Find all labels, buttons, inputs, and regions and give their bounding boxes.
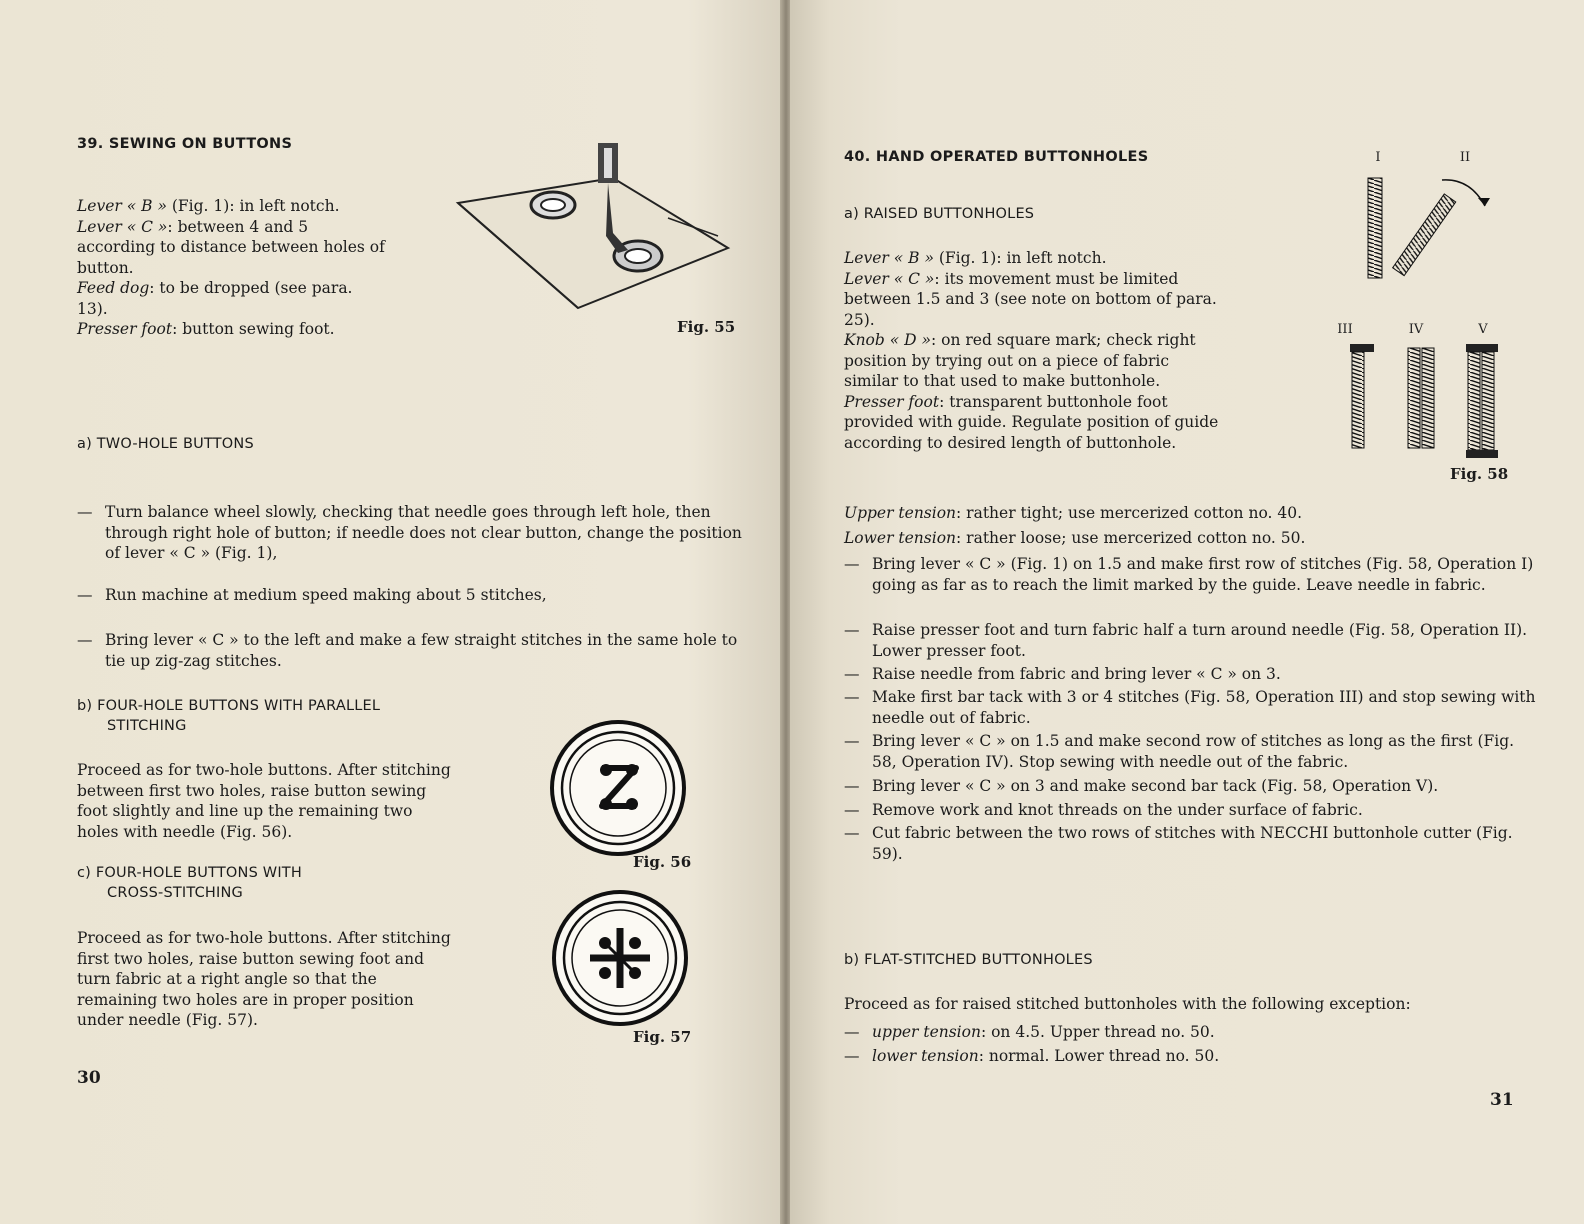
operation-label-III: III: [1337, 322, 1353, 337]
section-heading-40: 40. HAND OPERATED BUTTONHOLES: [844, 149, 1149, 165]
settings-list: [77, 196, 387, 340]
fig56-button-illustration: [548, 718, 688, 858]
list-item: — Bring lever « C » on 3 and make second bar tack (Fig. 58, Operation V).: [844, 776, 1537, 797]
list-item: — Bring lever « C » to the left and make a few straight stitches in the same hole to tie up zig-zag stitches.: [77, 630, 750, 671]
fig58-label: Fig. 58: [1450, 465, 1509, 483]
subheading-two-hole: a) TWO-HOLE BUTTONS: [77, 436, 254, 452]
page-number-right: 31: [1490, 1090, 1514, 1110]
paragraph-four-hole-cross: Proceed as for two-hole buttons. After stitching first two holes, raise button sewing foot and turn fabric at a right angle so that the remaining two holes are in proper position under needle (Fig. 57).: [77, 929, 451, 1029]
fig55-illustration: [428, 138, 738, 328]
paragraph-four-hole-parallel: Proceed as for two-hole buttons. After stitching between first two holes, raise button sewing foot slightly and line up the remaining two holes with needle (Fig. 56).: [77, 761, 451, 841]
subheading-four-hole-cross: c) FOUR-HOLE BUTTONS WITH CROSS-STITCHING: [77, 865, 302, 901]
lower-tension: Lower tension: rather loose; use mercerized cotton no. 50.: [844, 528, 1306, 547]
list-item: — Bring lever « C » on 1.5 and make second row of stitches as long as the first (Fig. 58, Operation IV). Stop sewing with needle out of the fabric.: [844, 731, 1537, 772]
list-item: — Run machine at medium speed making about 5 stitches,: [77, 585, 750, 606]
section-heading-39: 39. SEWING ON BUTTONS: [77, 136, 293, 152]
list-item: — Raise needle from fabric and bring lever « C » on 3.: [844, 664, 1537, 685]
fig56-label: Fig. 56: [633, 853, 692, 871]
setting-lever-b: Lever « B » (Fig. 1): in left notch.: [77, 197, 340, 215]
operation-label-II: II: [1459, 150, 1471, 165]
list-item: — Bring lever « C » (Fig. 1) on 1.5 and make first row of stitches (Fig. 58, Operation I) going as far as to reach the limit marked by the guide. Leave needle in fabric.: [844, 554, 1537, 595]
setting-presser-foot: Presser foot: transparent buttonhole foot provided with guide. Regulate position of guide according to desired length of buttonhole.: [844, 392, 1219, 452]
page-number-left: 30: [77, 1068, 101, 1088]
operation-label-IV: IV: [1408, 322, 1424, 337]
tension-settings: [844, 503, 1544, 548]
settings-list: [844, 248, 1224, 453]
setting-knob-d: Knob « D »: on red square mark; check right position by trying out on a piece of fabric similar to that used to make buttonhole.: [844, 331, 1196, 390]
list-item: — Cut fabric between the two rows of stitches with NECCHI buttonhole cutter (Fig. 59).: [844, 823, 1537, 864]
setting-presser-foot: Presser foot: button sewing foot.: [77, 320, 335, 338]
list-item-upper-tension: — upper tension: on 4.5. Upper thread no. 50.: [844, 1022, 1532, 1043]
left-page: [0, 0, 782, 1224]
operation-label-V: V: [1478, 322, 1488, 337]
list-item: — Raise presser foot and turn fabric half a turn around needle (Fig. 58, Operation II). Lower presser foot.: [844, 620, 1537, 661]
fig57-label: Fig. 57: [633, 1028, 692, 1046]
fig55-label: Fig. 55: [677, 318, 736, 336]
list-item: — Remove work and knot threads on the under surface of fabric.: [844, 800, 1537, 821]
fig57-button-illustration: [550, 888, 690, 1028]
setting-lever-c: Lever « C »: its movement must be limited between 1.5 and 3 (see note on bottom of para. 25).: [844, 269, 1217, 329]
upper-tension: Upper tension: rather tight; use mercerized cotton no. 40.: [844, 504, 1303, 522]
list-item: — Turn balance wheel slowly, checking that needle goes through left hole, then through right hole of button; if needle does not clear button, change the position of lever « C » (Fig. 1),: [77, 502, 750, 564]
list-item: — Make first bar tack with 3 or 4 stitches (Fig. 58, Operation III) and stop sewing with needle out of fabric.: [844, 687, 1537, 728]
setting-lever-b: Lever « B » (Fig. 1): in left notch.: [844, 249, 1107, 267]
subheading-four-hole-parallel: b) FOUR-HOLE BUTTONS WITH PARALLEL STITCHING: [77, 698, 381, 734]
subheading-flat-stitched: b) FLAT-STITCHED BUTTONHOLES: [844, 952, 1093, 968]
setting-feed-dog: Feed dog: to be dropped (see para. 13).: [77, 279, 353, 318]
right-page: [790, 0, 1584, 1224]
subheading-raised-buttonholes: a) RAISED BUTTONHOLES: [844, 206, 1035, 222]
paragraph-flat-stitched: Proceed as for raised stitched buttonholes with the following exception:: [844, 995, 1411, 1013]
operation-label-I: I: [1375, 150, 1381, 165]
list-item-lower-tension: — lower tension: normal. Lower thread no. 50.: [844, 1046, 1532, 1067]
setting-lever-c: Lever « C »: between 4 and 5 according to distance between holes of button.: [77, 217, 385, 277]
fig58-buttonhole-illustration: [1350, 168, 1500, 468]
